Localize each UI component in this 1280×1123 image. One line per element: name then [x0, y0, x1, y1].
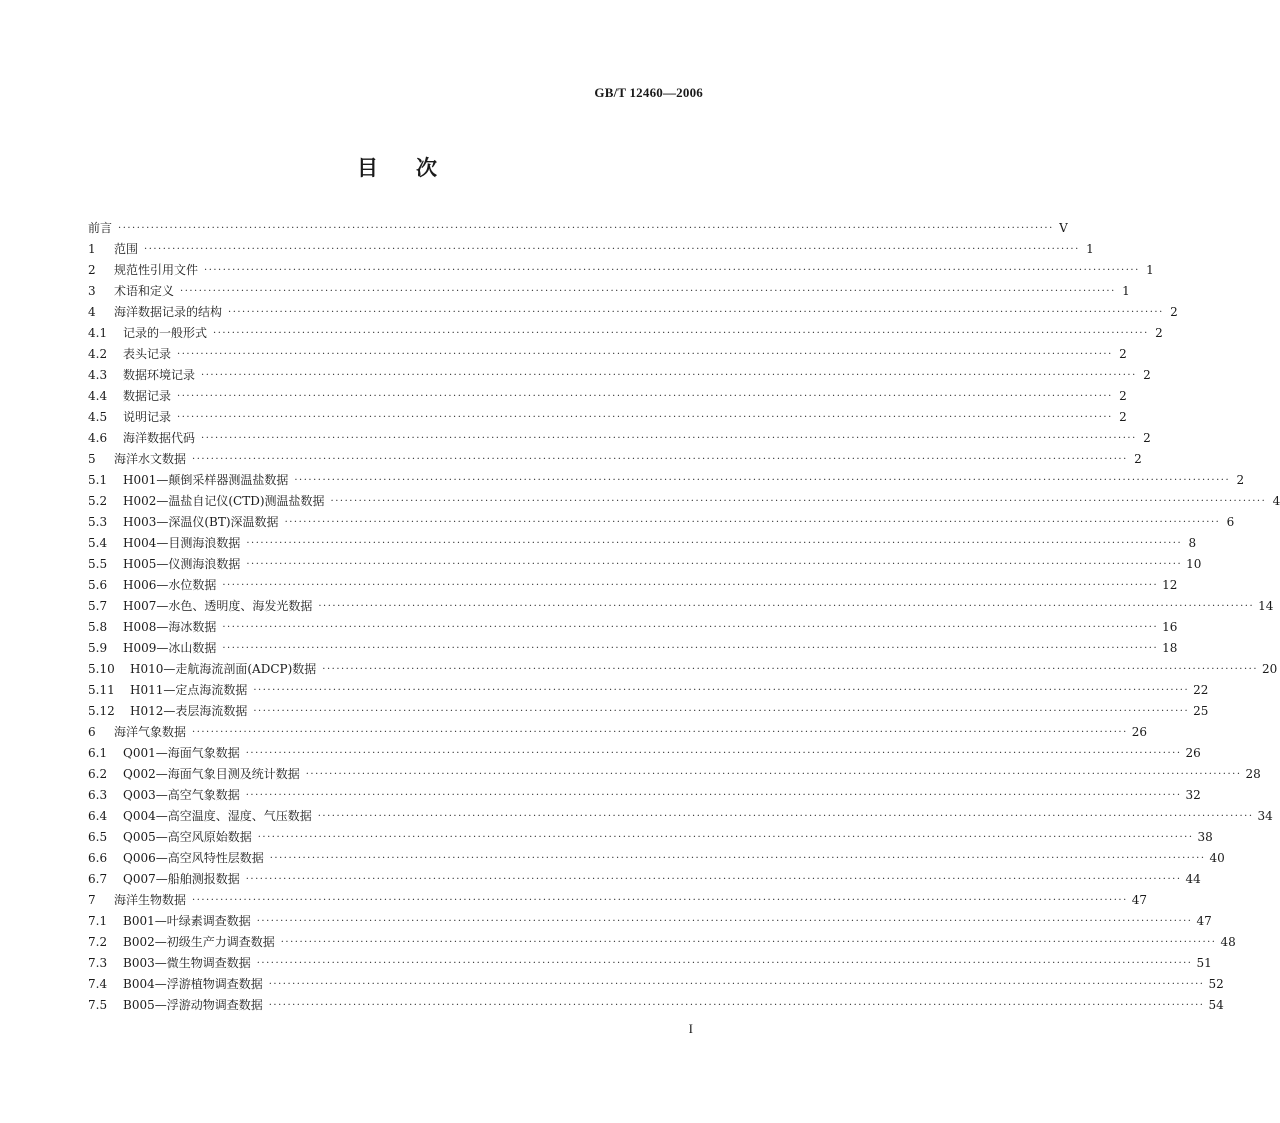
toc-entry-page: 25 [1193, 704, 1209, 718]
toc-entry-title: 术语和定义 [114, 284, 175, 298]
toc-entry-number: 5.1 [88, 473, 108, 487]
toc-entry-number: 2 [88, 263, 96, 277]
toc-leader-dots: ········································································································································································································ [318, 601, 1255, 612]
toc-entry-number: 5.12 [88, 704, 115, 718]
toc-entry-number: 3 [88, 284, 96, 298]
toc-entry-number: 7.5 [88, 998, 108, 1012]
toc-entry-page: 51 [1196, 956, 1212, 970]
toc-entry[interactable] [88, 554, 1202, 575]
toc-entry-title: Q002—海面气象目测及统计数据 [123, 767, 300, 781]
toc-leader-dots: ········································································································································································································ [118, 223, 1054, 234]
toc-entry-number: 5.11 [88, 683, 115, 697]
toc-leader-dots: ········································································································································································································ [177, 349, 1113, 360]
toc-entry-title: 海洋生物数据 [114, 893, 187, 907]
toc-leader-dots: ········································································································································································································ [222, 643, 1159, 654]
toc-entry-title: 前言 [88, 221, 113, 235]
toc-entry[interactable] [88, 281, 1130, 302]
toc-entry-number: 5 [88, 452, 96, 466]
toc-entry[interactable] [88, 638, 1178, 659]
toc-entry-page: 18 [1162, 641, 1178, 655]
toc-entry-page: 2 [1119, 389, 1127, 403]
toc-entry-number: 6.5 [88, 830, 108, 844]
toc-entry[interactable] [88, 512, 1235, 533]
toc-entry[interactable] [88, 428, 1151, 449]
toc-leader-dots: ········································································································································································································ [180, 286, 1116, 297]
toc-entry-page: 38 [1197, 830, 1213, 844]
toc-leader-dots: ········································································································································································································ [222, 622, 1159, 633]
toc-leader-dots: ········································································································································································································ [305, 769, 1242, 780]
toc-entry-title: 说明记录 [123, 410, 172, 424]
toc-leader-dots: ········································································································································································································ [268, 1000, 1205, 1011]
toc-entry[interactable] [88, 932, 1236, 953]
toc-entry[interactable] [88, 995, 1224, 1016]
toc-entry[interactable] [88, 344, 1127, 365]
toc-entry-title: B001—叶绿素调查数据 [123, 914, 251, 928]
toc-leader-dots: ········································································································································································································ [280, 937, 1217, 948]
toc-entry-number: 6.1 [88, 746, 108, 760]
toc-leader-dots: ········································································································································································································ [222, 580, 1159, 591]
toc-entry[interactable] [88, 533, 1197, 554]
toc-entry-page: 26 [1185, 746, 1201, 760]
toc-leader-dots: ········································································································································································································ [213, 328, 1149, 339]
toc-leader-dots: ········································································································································································································ [177, 391, 1113, 402]
toc-entry-page: 8 [1188, 536, 1197, 550]
toc-entry[interactable] [88, 260, 1154, 281]
toc-entry-number: 5.10 [88, 662, 115, 676]
toc-entry-title: 海洋气象数据 [114, 725, 187, 739]
toc-entry[interactable] [88, 470, 1245, 491]
toc-entry-page: 47 [1196, 914, 1212, 928]
toc-entry-title: 数据记录 [123, 389, 172, 403]
toc-entry-page: Ⅴ [1059, 221, 1068, 235]
toc-entry[interactable] [88, 407, 1127, 428]
toc-entry-page: 52 [1208, 977, 1224, 991]
toc-leader-dots: ········································································································································································································ [228, 307, 1164, 318]
toc-entry-title: 规范性引用文件 [114, 263, 199, 277]
toc-entry-page: 16 [1162, 620, 1178, 634]
toc-leader-dots: ········································································································································································································ [192, 454, 1128, 465]
toc-entry-page: 2 [1155, 326, 1163, 340]
toc-entry[interactable] [88, 659, 1278, 680]
toc-entry-page: 44 [1185, 872, 1201, 886]
toc-entry-title: H007—水色、透明度、海发光数据 [123, 599, 313, 613]
toc-leader-dots: ········································································································································································································ [245, 790, 1182, 801]
toc-entry-page: 26 [1131, 725, 1148, 739]
toc-entry-number: 4.4 [88, 389, 108, 403]
toc-entry-title: B003—微生物调查数据 [123, 956, 251, 970]
toc-entry-number: 7.1 [88, 914, 108, 928]
toc-entry-title: H002—温盐自记仪(CTD)测温盐数据 [123, 494, 325, 508]
toc-entry-title: 海洋数据代码 [123, 431, 196, 445]
title-char-1: 目 [357, 155, 378, 180]
toc-leader-dots: ········································································································································································································ [246, 559, 1183, 570]
toc-leader-dots: ········································································································································································································ [256, 916, 1193, 927]
toc-entry-page: 47 [1131, 893, 1148, 907]
toc-entry-number: 4.6 [88, 431, 108, 445]
toc-entry[interactable] [88, 890, 1148, 911]
toc-entry-page: 2 [1134, 452, 1142, 466]
toc-entry[interactable] [88, 827, 1213, 848]
toc-entry-title: B005—浮游动物调查数据 [123, 998, 263, 1012]
toc-entry[interactable] [88, 680, 1209, 701]
toc-entry-title: H011—定点海流数据 [130, 683, 248, 697]
toc-entry-page: 2 [1143, 431, 1151, 445]
toc-entry[interactable] [88, 911, 1212, 932]
toc-entry[interactable] [88, 575, 1178, 596]
toc-entry-page: 14 [1258, 599, 1274, 613]
toc-leader-dots: ········································································································································································································ [269, 853, 1206, 864]
page-number: I [688, 1021, 693, 1036]
toc-leader-dots: ········································································································································································································ [322, 664, 1259, 675]
toc-entry-number: 6.4 [88, 809, 108, 823]
toc-entry-title: H003—深温仪(BT)深温数据 [123, 515, 279, 529]
toc-entry-title: 记录的一般形式 [123, 326, 208, 340]
toc-leader-dots: ········································································································································································································ [253, 685, 1190, 696]
toc-entry-title: H005—仪测海浪数据 [123, 557, 241, 571]
toc-entry-page: 2 [1143, 368, 1151, 382]
toc-entry-title: Q001—海面气象数据 [123, 746, 240, 760]
toc-entry[interactable] [88, 953, 1212, 974]
toc-entry-title: 范围 [114, 242, 139, 256]
toc-entry-title: H006—水位数据 [123, 578, 217, 592]
toc-leader-dots: ········································································································································································································ [330, 496, 1267, 507]
toc-entry-page: 1 [1086, 242, 1094, 256]
toc-entry[interactable] [88, 848, 1225, 869]
toc-leader-dots: ········································································································································································································ [317, 811, 1254, 822]
toc-leader-dots: ········································································································································································································ [204, 265, 1140, 276]
toc-entry-number: 4.5 [88, 410, 108, 424]
toc-entry-title: B002—初级生产力调查数据 [123, 935, 275, 949]
toc-entry-page: 2 [1170, 305, 1178, 319]
toc-entry-page: 2 [1236, 473, 1245, 487]
toc-entry[interactable] [88, 743, 1201, 764]
toc-entry[interactable] [88, 701, 1209, 722]
toc-entry-page: 34 [1257, 809, 1273, 823]
table-of-contents [88, 218, 1280, 1016]
toc-entry-title: H001—颠倒采样器测温盐数据 [123, 473, 289, 487]
toc-entry-number: 6 [88, 725, 96, 739]
toc-entry-number: 5.4 [88, 536, 108, 550]
toc-entry-number: 5.3 [88, 515, 108, 529]
toc-entry-title: Q007—船舶测报数据 [123, 872, 240, 886]
toc-entry-title: H010—走航海流剖面(ADCP)数据 [130, 662, 317, 676]
toc-entry-number: 5.8 [88, 620, 108, 634]
toc-entry[interactable] [88, 764, 1261, 785]
toc-entry-number: 4.3 [88, 368, 108, 382]
toc-entry-number: 6.6 [88, 851, 108, 865]
toc-entry-page: 48 [1220, 935, 1236, 949]
toc-entry[interactable] [88, 491, 1280, 512]
toc-entry-number: 5.5 [88, 557, 108, 571]
toc-entry[interactable] [88, 869, 1201, 890]
toc-entry-title: Q005—高空风原始数据 [123, 830, 252, 844]
toc-entry[interactable] [88, 785, 1201, 806]
standard-code: GB/T 12460—2006 [594, 85, 703, 100]
toc-entry-title: Q003—高空气象数据 [123, 788, 240, 802]
toc-leader-dots: ········································································································································································································ [253, 706, 1190, 717]
toc-entry[interactable] [88, 596, 1274, 617]
toc-entry-title: Q004—高空温度、湿度、气压数据 [123, 809, 312, 823]
toc-entry[interactable] [88, 722, 1148, 743]
toc-leader-dots: ········································································································································································································ [201, 433, 1137, 444]
toc-entry-number: 7.3 [88, 956, 108, 970]
toc-leader-dots: ········································································································································································································ [246, 538, 1183, 549]
toc-entry-title: 海洋数据记录的结构 [114, 305, 223, 319]
toc-entry-number: 6.2 [88, 767, 108, 781]
toc-entry-number: 5.9 [88, 641, 108, 655]
toc-entry-page: 40 [1209, 851, 1225, 865]
toc-entry-number: 6.7 [88, 872, 108, 886]
toc-entry-number: 7.2 [88, 935, 108, 949]
toc-leader-dots: ········································································································································································································ [245, 748, 1182, 759]
toc-entry-page: 10 [1186, 557, 1202, 571]
toc-leader-dots: ········································································································································································································ [201, 370, 1137, 381]
toc-entry-page: 4 [1272, 494, 1280, 508]
toc-entry-number: 4.1 [88, 326, 108, 340]
toc-entry[interactable] [88, 386, 1127, 407]
toc-entry-page: 6 [1226, 515, 1235, 529]
toc-entry-title: H009—冰山数据 [123, 641, 217, 655]
toc-entry-page: 2 [1119, 410, 1127, 424]
toc-entry-title: B004—浮游植物调查数据 [123, 977, 263, 991]
toc-entry[interactable] [88, 806, 1273, 827]
toc-entry[interactable] [88, 323, 1163, 344]
toc-leader-dots: ········································································································································································································ [257, 832, 1194, 843]
toc-entry-number: 7.4 [88, 977, 108, 991]
toc-entry[interactable] [88, 239, 1094, 260]
toc-entry-title: 表头记录 [123, 347, 172, 361]
toc-entry-title: H004—目测海浪数据 [123, 536, 241, 550]
toc-entry-page: 54 [1208, 998, 1224, 1012]
toc-entry[interactable] [88, 218, 1068, 239]
page-title [0, 152, 794, 182]
toc-entry-title: H008—海冰数据 [123, 620, 217, 634]
toc-entry-page: 12 [1162, 578, 1178, 592]
toc-entry[interactable] [88, 365, 1151, 386]
toc-entry[interactable] [88, 617, 1178, 638]
toc-entry-title: 海洋水文数据 [114, 452, 187, 466]
toc-entry-title: 数据环境记录 [123, 368, 196, 382]
toc-leader-dots: ········································································································································································································ [294, 475, 1231, 486]
toc-leader-dots: ········································································································································································································ [192, 727, 1128, 738]
toc-leader-dots: ········································································································································································································ [284, 517, 1221, 528]
toc-leader-dots: ········································································································································································································ [256, 958, 1193, 969]
toc-entry-number: 1 [88, 242, 96, 256]
title-char-2: 次 [416, 155, 437, 180]
toc-entry-page: 28 [1245, 767, 1261, 781]
toc-leader-dots: ········································································································································································································ [177, 412, 1113, 423]
toc-entry-page: 2 [1119, 347, 1127, 361]
toc-entry[interactable] [88, 449, 1142, 470]
toc-leader-dots: ········································································································································································································ [268, 979, 1205, 990]
toc-leader-dots: ········································································································································································································ [245, 874, 1182, 885]
toc-entry-page: 20 [1262, 662, 1278, 676]
toc-entry-page: 1 [1122, 284, 1130, 298]
toc-entry-number: 5.6 [88, 578, 108, 592]
toc-entry-title: H012—表层海流数据 [130, 704, 248, 718]
toc-entry-page: 1 [1146, 263, 1154, 277]
toc-entry-number: 5.7 [88, 599, 108, 613]
toc-entry-number: 6.3 [88, 788, 108, 802]
toc-entry-number: 7 [88, 893, 96, 907]
toc-leader-dots: ········································································································································································································ [144, 244, 1080, 255]
toc-entry[interactable] [88, 974, 1224, 995]
toc-entry-number: 4.2 [88, 347, 108, 361]
toc-entry-page: 22 [1193, 683, 1209, 697]
toc-entry-number: 4 [88, 305, 96, 319]
toc-leader-dots: ········································································································································································································ [192, 895, 1128, 906]
toc-entry-number: 5.2 [88, 494, 108, 508]
toc-entry-page: 32 [1185, 788, 1201, 802]
toc-entry-title: Q006—高空风特性层数据 [123, 851, 264, 865]
toc-entry[interactable] [88, 302, 1178, 323]
